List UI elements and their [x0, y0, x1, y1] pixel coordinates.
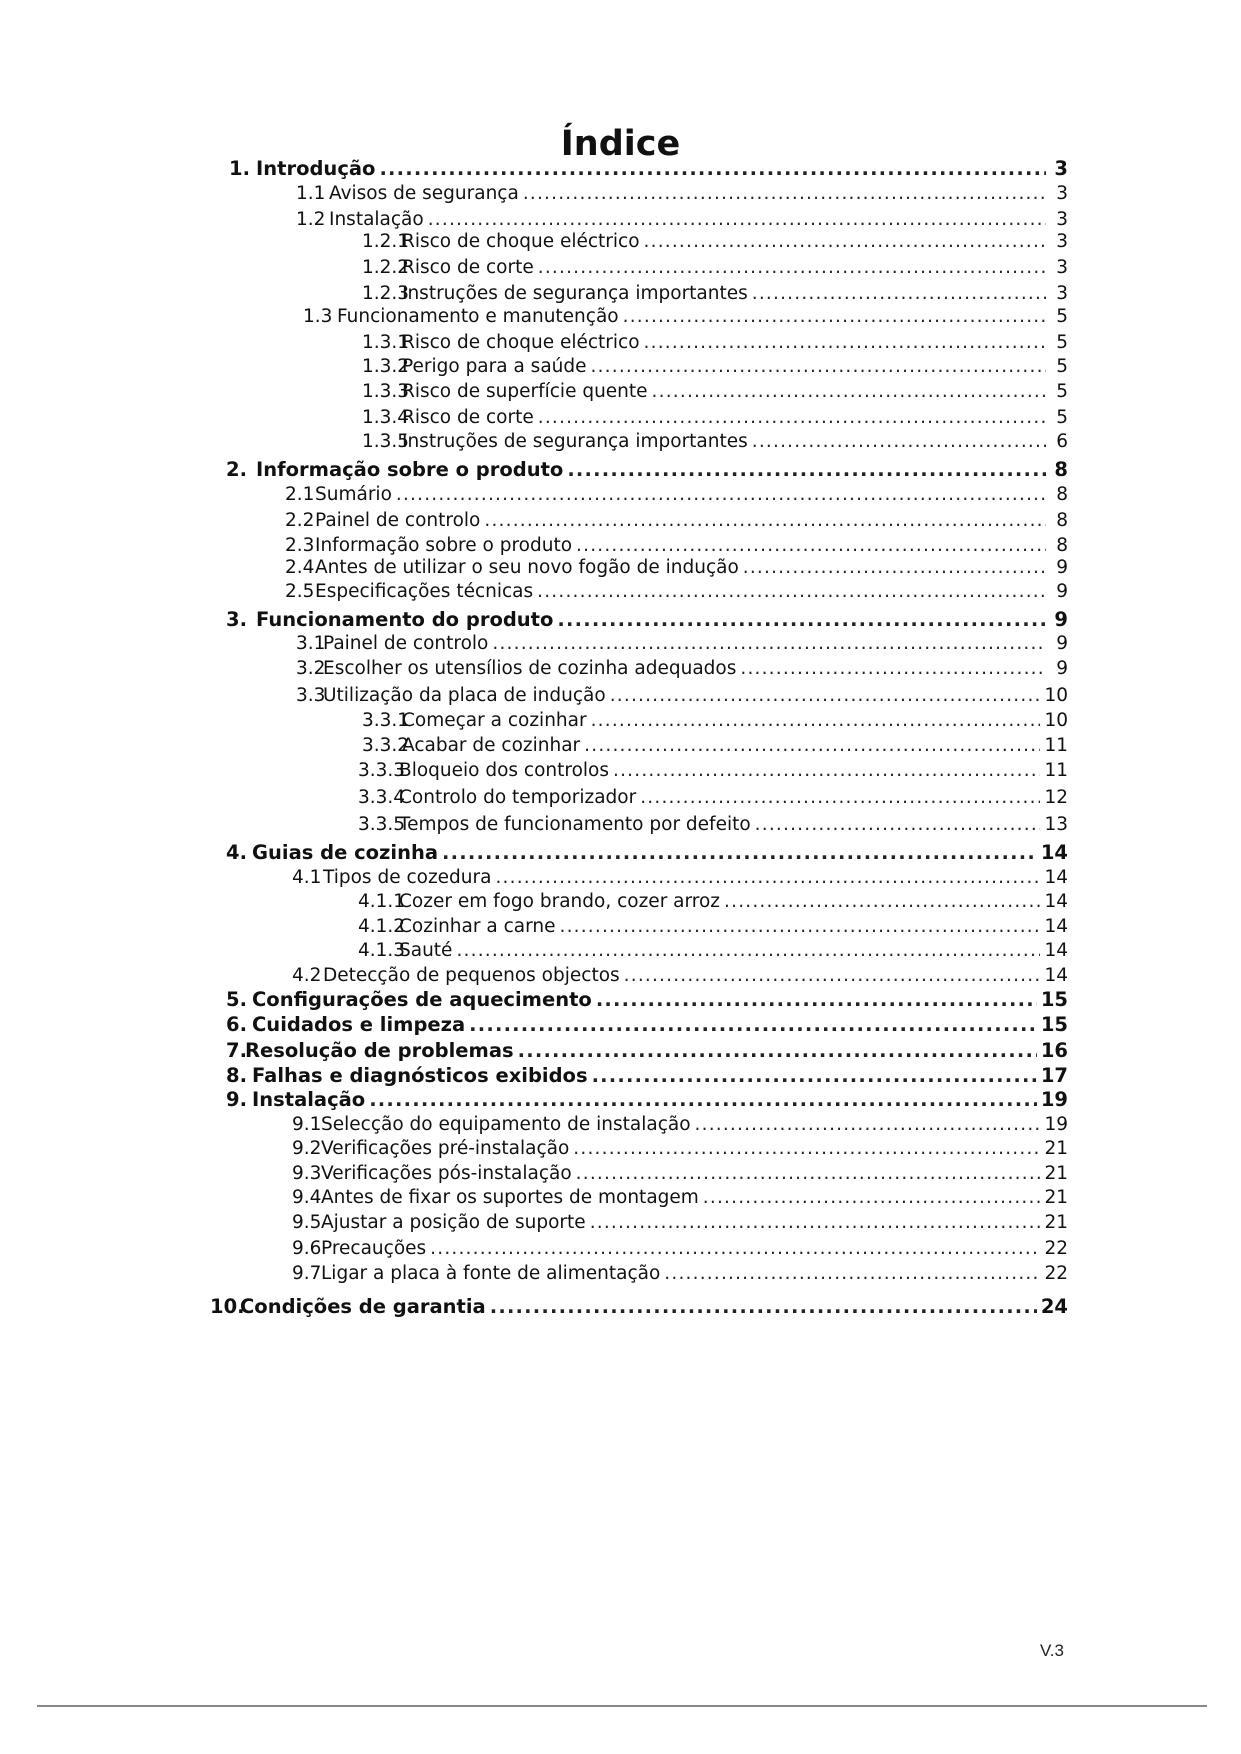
toc-entry[interactable]	[362, 734, 1068, 758]
toc-entry-page: 24	[1040, 1295, 1068, 1318]
toc-entry-number: 9.	[226, 1088, 247, 1111]
toc-entry[interactable]	[296, 684, 1068, 708]
toc-entry-page: 11	[1044, 735, 1068, 756]
toc-entry-label: Tipos de cozedura	[323, 867, 492, 888]
toc-dot-leader	[538, 406, 1046, 430]
toc-entry-page: 14	[1040, 841, 1068, 864]
toc-dot-leader	[740, 657, 1046, 681]
toc-dot-leader	[623, 305, 1046, 329]
toc-entry[interactable]	[292, 964, 1068, 988]
toc-entry-label: Risco de choque eléctrico	[402, 332, 640, 353]
toc-entry-number: 1.2.3	[362, 283, 410, 304]
toc-dot-leader	[490, 1295, 1037, 1319]
toc-entry[interactable]	[358, 813, 1068, 837]
toc-entry-label: Risco de choque eléctrico	[402, 231, 640, 252]
toc-entry-number: 3.3.3	[358, 760, 406, 781]
toc-entry-number: 7.	[226, 1039, 247, 1062]
toc-entry-page: 3	[1056, 283, 1068, 304]
toc-entry[interactable]	[362, 230, 1068, 254]
toc-entry-page: 14	[1044, 891, 1068, 912]
version-label: V.3	[1040, 1641, 1064, 1660]
toc-entry[interactable]	[226, 458, 1068, 482]
toc-entry-label: Sumário	[315, 484, 392, 505]
toc-entry-page: 10	[1044, 685, 1068, 706]
toc-entry-number: 9.5	[292, 1212, 322, 1233]
toc-entry-number: 5.	[226, 988, 247, 1011]
toc-entry-number: 1.1	[296, 183, 326, 204]
toc-entry-page: 3	[1056, 183, 1068, 204]
toc-entry-label: Verificações pós-instalação	[321, 1163, 572, 1184]
toc-entry-page: 3	[1056, 257, 1068, 278]
toc-entry[interactable]	[362, 355, 1068, 379]
toc-dot-leader	[592, 1064, 1037, 1088]
toc-dot-leader	[584, 734, 1040, 758]
toc-entry-label: Configurações de aquecimento	[252, 988, 592, 1011]
toc-entry-page: 21	[1044, 1163, 1068, 1184]
toc-entry[interactable]	[285, 509, 1068, 533]
toc-entry[interactable]	[226, 1064, 1068, 1088]
toc-entry-label: Sauté	[399, 940, 453, 961]
toc-entry-label: Antes de utilizar o seu novo fogão de indução	[315, 557, 739, 578]
toc-entry-number: 1.2.1	[362, 231, 410, 252]
toc-entry[interactable]	[362, 282, 1068, 306]
toc-entry-number: 1.3.3	[362, 381, 410, 402]
toc-entry[interactable]	[292, 1113, 1068, 1137]
toc-dot-leader	[695, 1113, 1041, 1137]
toc-entry-label: Informação sobre o produto	[256, 458, 564, 481]
toc-entry-page: 15	[1040, 1013, 1068, 1036]
toc-entry-label: Ajustar a posição de suporte	[321, 1212, 586, 1233]
toc-entry-page: 17	[1040, 1064, 1068, 1087]
toc-entry[interactable]	[226, 1039, 1068, 1063]
toc-entry-label: Painel de controlo	[315, 510, 481, 531]
toc-dot-leader	[724, 890, 1040, 914]
toc-entry[interactable]	[292, 1186, 1068, 1210]
toc-entry-label: Precauções	[321, 1238, 427, 1259]
toc-entry[interactable]	[362, 256, 1068, 280]
toc-entry[interactable]	[358, 786, 1068, 810]
toc-entry-label: Painel de controlo	[323, 633, 489, 654]
toc-entry-page: 8	[1056, 484, 1068, 505]
toc-dot-leader	[644, 230, 1046, 254]
toc-entry-label: Cozinhar a carne	[399, 916, 556, 937]
toc-entry[interactable]	[296, 208, 1068, 232]
toc-entry[interactable]	[358, 759, 1068, 783]
toc-entry-number: 1.2.2	[362, 257, 410, 278]
toc-entry-number: 2.4	[285, 557, 315, 578]
toc-entry-page: 19	[1044, 1114, 1068, 1135]
toc-entry-number: 6.	[226, 1013, 247, 1036]
toc-entry-label: Instruções de segurança importantes	[402, 431, 748, 452]
toc-dot-leader	[396, 483, 1046, 507]
toc-entry[interactable]	[292, 1162, 1068, 1186]
toc-entry-number: 3.3.1	[362, 710, 410, 731]
toc-dot-leader	[576, 1162, 1041, 1186]
toc-entry-number: 1.2	[296, 209, 326, 230]
toc-entry-number: 1.3.4	[362, 407, 410, 428]
toc-entry-number: 1.	[229, 157, 250, 180]
toc-entry[interactable]	[362, 380, 1068, 404]
toc-entry-number: 3.1	[296, 633, 326, 654]
toc-dot-leader	[518, 1039, 1037, 1063]
toc-entry-number: 4.2	[292, 965, 322, 986]
toc-entry-number: 9.6	[292, 1238, 322, 1259]
toc-entry[interactable]	[226, 608, 1068, 632]
toc-dot-leader	[495, 866, 1040, 890]
toc-entry-label: Instalação	[329, 209, 424, 230]
toc-entry[interactable]	[296, 182, 1068, 206]
toc-dot-leader	[559, 915, 1040, 939]
toc-dot-leader	[703, 1186, 1041, 1210]
toc-dot-leader	[743, 556, 1046, 580]
toc-entry-label: Cuidados e limpeza	[252, 1013, 466, 1036]
toc-dot-leader	[596, 988, 1037, 1012]
toc-entry-label: Especificações técnicas	[315, 581, 534, 602]
toc-entry-number: 3.3	[296, 685, 326, 706]
toc-entry-label: Guias de cozinha	[252, 841, 439, 864]
toc-entry[interactable]	[292, 1237, 1068, 1261]
toc-dot-leader	[664, 1262, 1040, 1286]
toc-entry-page: 12	[1044, 787, 1068, 808]
toc-entry-number: 2.2	[285, 510, 315, 531]
toc-entry-page: 22	[1044, 1263, 1068, 1284]
toc-entry-label: Perigo para a saúde	[402, 356, 587, 377]
toc-entry-number: 3.3.5	[358, 814, 406, 835]
toc-entry-page: 5	[1056, 332, 1068, 353]
toc-entry-label: Selecção do equipamento de instalação	[321, 1114, 691, 1135]
toc-entry-label: Tempos de funcionamento por defeito	[399, 814, 751, 835]
toc-entry[interactable]	[226, 988, 1068, 1012]
toc-entry-page: 8	[1056, 535, 1068, 556]
toc-dot-leader	[537, 580, 1046, 604]
toc-dot-leader	[456, 939, 1040, 963]
toc-entry-page: 5	[1056, 381, 1068, 402]
toc-entry-label: Risco de corte	[402, 257, 534, 278]
toc-entry-label: Acabar de cozinhar	[402, 735, 581, 756]
toc-dot-leader	[573, 1137, 1040, 1161]
toc-entry-number: 1.3.5	[362, 431, 410, 452]
toc-entry-page: 21	[1044, 1212, 1068, 1233]
toc-entry[interactable]	[296, 657, 1068, 681]
toc-dot-leader	[591, 709, 1041, 733]
toc-entry-number: 2.5	[285, 581, 315, 602]
toc-entry-label: Funcionamento e manutenção	[337, 306, 619, 327]
toc-entry-label: Ligar a placa à fonte de alimentação	[321, 1263, 661, 1284]
toc-entry-number: 3.3.2	[362, 735, 410, 756]
toc-entry-number: 1.3.2	[362, 356, 410, 377]
toc-entry-page: 21	[1044, 1138, 1068, 1159]
toc-dot-leader	[484, 509, 1046, 533]
toc-dot-leader	[591, 355, 1046, 379]
toc-entry-number: 9.1	[292, 1114, 322, 1135]
toc-entry-number: 9.3	[292, 1163, 322, 1184]
toc-entry-number: 4.1.3	[358, 940, 406, 961]
toc-entry-page: 13	[1044, 814, 1068, 835]
toc-entry-page: 8	[1056, 510, 1068, 531]
toc-entry[interactable]	[362, 430, 1068, 454]
toc-entry-label: Resolução de problemas	[245, 1039, 514, 1062]
toc-entry-page: 14	[1044, 965, 1068, 986]
toc-entry-number: 4.1.1	[358, 891, 406, 912]
toc-dot-leader	[442, 841, 1037, 865]
toc-entry-label: Instalação	[252, 1088, 366, 1111]
toc-entry[interactable]	[210, 1295, 1068, 1319]
toc-entry[interactable]	[292, 1137, 1068, 1161]
toc-entry[interactable]	[358, 890, 1068, 914]
toc-dot-leader	[644, 331, 1046, 355]
toc-entry-label: Cozer em fogo brando, cozer arroz	[399, 891, 721, 912]
toc-entry-label: Bloqueio dos controlos	[399, 760, 610, 781]
toc-entry-page: 10	[1044, 710, 1068, 731]
toc-entry-label: Risco de superfície quente	[402, 381, 648, 402]
toc-entry-label: Instruções de segurança importantes	[402, 283, 748, 304]
toc-entry[interactable]	[226, 841, 1068, 865]
toc-entry-number: 2.3	[285, 535, 315, 556]
toc-entry-page: 14	[1044, 940, 1068, 961]
toc-entry-page: 22	[1044, 1238, 1068, 1259]
toc-entry-page: 3	[1056, 231, 1068, 252]
toc-entry[interactable]	[285, 580, 1068, 604]
toc-entry-page: 9	[1056, 581, 1068, 602]
toc-entry-page: 9	[1056, 633, 1068, 654]
toc-entry-number: 3.	[226, 608, 247, 631]
toc-entry[interactable]	[358, 915, 1068, 939]
toc-entry-page: 14	[1044, 916, 1068, 937]
toc-dot-leader	[523, 182, 1046, 206]
toc-dot-leader	[369, 1088, 1037, 1112]
toc-entry-number: 4.1	[292, 867, 322, 888]
toc-dot-leader	[590, 1211, 1041, 1235]
toc-dot-leader	[576, 534, 1046, 558]
toc-entry[interactable]	[303, 305, 1068, 329]
toc-dot-leader	[557, 608, 1046, 632]
toc-entry[interactable]	[296, 632, 1068, 656]
toc-dot-leader	[469, 1013, 1037, 1037]
toc-entry-label: Escolher os utensílios de cozinha adequados	[323, 658, 737, 679]
toc-entry[interactable]	[292, 1211, 1068, 1235]
toc-entry-page: 5	[1056, 407, 1068, 428]
toc-entry-label: Funcionamento do produto	[256, 608, 554, 631]
toc-entry-label: Risco de corte	[402, 407, 534, 428]
toc-entry-number: 9.4	[292, 1187, 322, 1208]
toc-dot-leader	[755, 813, 1041, 837]
toc-entry-label: Avisos de segurança	[329, 183, 519, 204]
toc-entry-page: 16	[1040, 1039, 1068, 1062]
toc-entry-page: 5	[1056, 356, 1068, 377]
toc-entry-page: 15	[1040, 988, 1068, 1011]
toc-entry-label: Começar a cozinhar	[402, 710, 587, 731]
toc-entry-number: 1.3	[303, 306, 333, 327]
toc-entry-page: 11	[1044, 760, 1068, 781]
toc-dot-leader	[613, 759, 1040, 783]
toc-entry[interactable]	[362, 406, 1068, 430]
toc-entry[interactable]	[229, 157, 1068, 181]
bottom-divider	[37, 1705, 1207, 1707]
toc-entry-label: Utilização da placa de indução	[323, 685, 606, 706]
toc-entry-number: 1.3.1	[362, 332, 410, 353]
toc-entry[interactable]	[226, 1088, 1068, 1112]
toc-entry-number: 3.3.4	[358, 787, 406, 808]
toc-entry-number: 2.	[226, 458, 247, 481]
toc-entry[interactable]	[226, 1013, 1068, 1037]
toc-entry-page: 9	[1054, 608, 1068, 631]
toc-entry-number: 3.2	[296, 658, 326, 679]
toc-entry-number: 8.	[226, 1064, 247, 1087]
toc-dot-leader	[567, 458, 1046, 482]
toc-entry[interactable]	[362, 331, 1068, 355]
toc-dot-leader	[428, 208, 1046, 232]
toc-entry-label: Detecção de pequenos objectos	[323, 965, 620, 986]
toc-entry[interactable]	[358, 939, 1068, 963]
toc-entry-page: 9	[1056, 557, 1068, 578]
toc-entry-page: 9	[1056, 658, 1068, 679]
toc-entry-label: Antes de fixar os suportes de montagem	[321, 1187, 699, 1208]
toc-dot-leader	[624, 964, 1041, 988]
toc-entry-page: 3	[1056, 209, 1068, 230]
toc-dot-leader	[430, 1237, 1040, 1261]
toc-entry-label: Falhas e diagnósticos exibidos	[252, 1064, 588, 1087]
toc-dot-leader	[492, 632, 1046, 656]
toc-dot-leader	[538, 256, 1046, 280]
toc-entry-page: 19	[1040, 1088, 1068, 1111]
toc-entry[interactable]	[292, 1262, 1068, 1286]
toc-entry-label: Controlo do temporizador	[399, 787, 637, 808]
toc-entry-page: 5	[1056, 306, 1068, 327]
toc-entry-page: 3	[1054, 157, 1068, 180]
toc-entry[interactable]	[362, 709, 1068, 733]
toc-dot-leader	[652, 380, 1046, 404]
toc-dot-leader	[610, 684, 1041, 708]
toc-entry-number: 9.2	[292, 1138, 322, 1159]
toc-entry-number: 9.7	[292, 1263, 322, 1284]
toc-entry-number: 4.1.2	[358, 916, 406, 937]
toc-entry-number: 10.	[210, 1295, 245, 1318]
toc-entry[interactable]	[285, 534, 1068, 558]
toc-entry-label: Condições de garantia	[240, 1295, 486, 1318]
toc-entry-page: 6	[1056, 431, 1068, 452]
toc-entry-label: Informação sobre o produto	[315, 535, 573, 556]
page-title: Índice	[560, 124, 681, 164]
toc-entry-number: 2.1	[285, 484, 315, 505]
toc-entry-page: 14	[1044, 867, 1068, 888]
toc-entry-page: 21	[1044, 1187, 1068, 1208]
toc-entry-label: Verificações pré-instalação	[321, 1138, 570, 1159]
toc-dot-leader	[640, 786, 1040, 810]
toc-entry-number: 4.	[226, 841, 247, 864]
toc-entry[interactable]	[292, 866, 1068, 890]
toc-entry-label: Introdução	[256, 157, 376, 180]
toc-entry[interactable]	[285, 556, 1068, 580]
toc-entry[interactable]	[285, 483, 1068, 507]
toc-dot-leader	[379, 157, 1046, 181]
toc-dot-leader	[752, 282, 1046, 306]
toc-entry-page: 8	[1054, 458, 1068, 481]
toc-dot-leader	[752, 430, 1046, 454]
